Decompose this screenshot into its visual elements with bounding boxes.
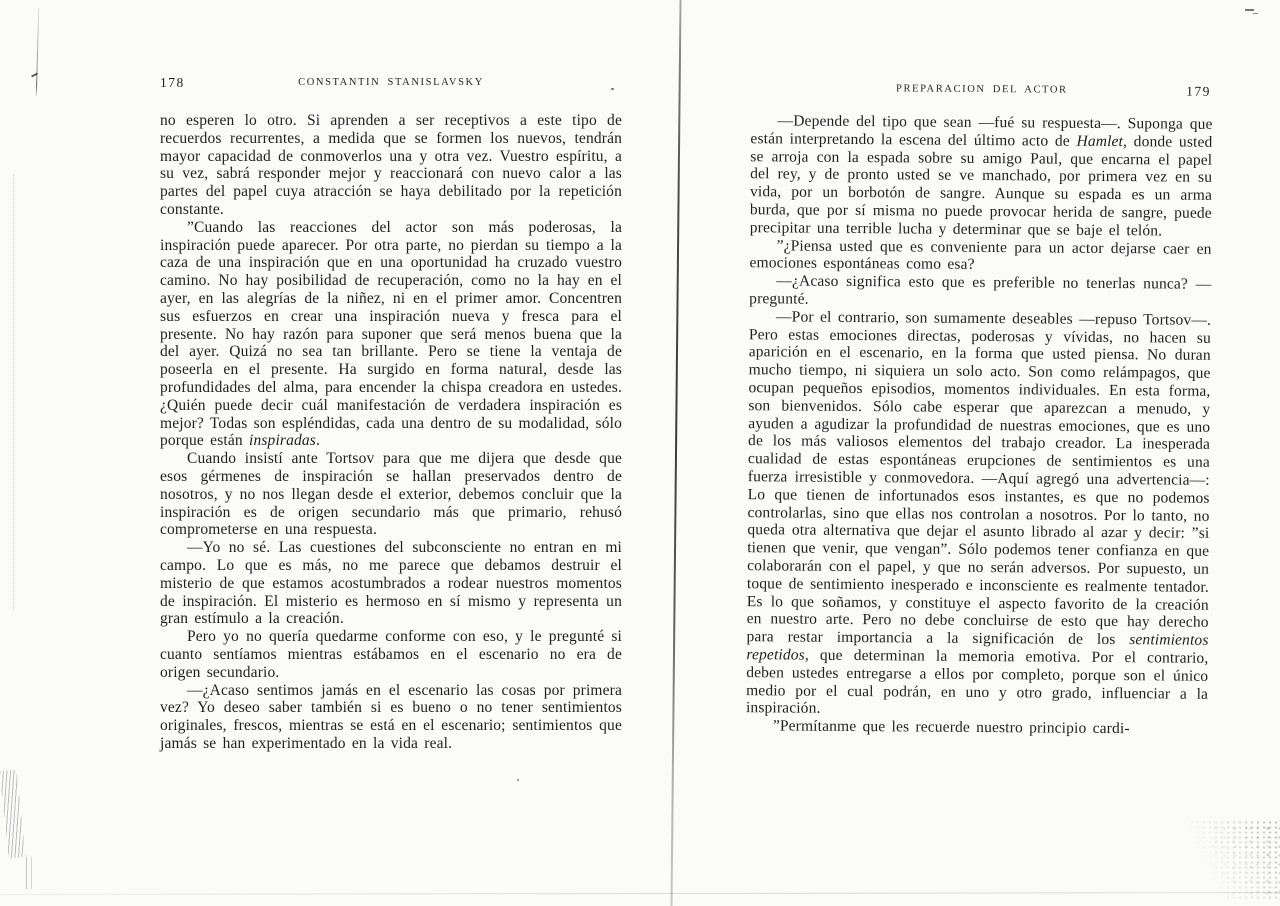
- paragraph: [749, 237, 1211, 276]
- paragraph: [160, 628, 622, 681]
- page-right-text: [746, 112, 1213, 738]
- page-left-text: [160, 112, 622, 753]
- scan-scratch-mark: [36, 8, 39, 96]
- text-run: —Depende del tipo que sean —fué su respuesta—. Suponga que están interpretando la escena del último acto de: [750, 112, 1213, 150]
- text-run: —¿Acaso significa esto que es preferible no tenerlas nunca? —pregunté.: [749, 272, 1212, 308]
- text-run: ”Permítanme que les recuerde nuestro principio cardi-: [772, 717, 1130, 738]
- scan-smudge: [26, 857, 32, 889]
- running-head-title-left: CONSTANTIN STANISLAVSKY: [298, 77, 484, 88]
- scan-smudge: [0, 769, 26, 858]
- text-run: , donde usted se arroja con la espada sobre su amigo Paul, que encarna el papel del rey, y de pronto usted se ve manchado, por primera vez en su vida, por un borbotón de sangre. Aunque su espada es un arma burda, que por sí misma no puede provocar herida de sangre, puede precipitar una terrible lucha y determinar que se baje el telón.: [749, 132, 1213, 240]
- paragraph: [160, 112, 622, 219]
- italic-text: sentimientos repetidos: [746, 631, 1209, 664]
- italic-text: inspiradas: [249, 432, 316, 450]
- text-run: Cuando insistí ante Tortsov para que me dijera que desde que esos gérmenes de inspiración se hallan preservados dentro de nosotros, y no nos llegan desde el exterior, debemos concluir que la inspiración es de origen secundario más que primario, rehusó comprometerse en una respuesta.: [160, 450, 622, 539]
- text-run: no esperen lo otro. Si aprenden a ser receptivos a este tipo de recuerdos recurrentes, a medida que se formen los nuevos, tendrán mayor capacidad de conmoverlos una y otra vez. Vuestro espíritu, a su vez, sabrá responder mejor y reaccionará con nuevo calor a las partes del papel cuya atracción se haya debilitado por la repetición constante.: [160, 112, 622, 218]
- page-number-left: 178: [160, 75, 185, 90]
- page-left: [160, 0, 622, 906]
- italic-text: Hamlet: [1076, 132, 1124, 150]
- running-head-right: [751, 82, 1213, 102]
- text-run: , que determinan la memoria emotiva. Por el contrario, deben ustedes entregarse a ellos por completo, porque son el único medio por el cual podrán, en uno y otro grado, influenciar a la inspiración.: [745, 646, 1209, 718]
- page-right: [744, 0, 1213, 906]
- text-run: .: [315, 432, 320, 450]
- paragraph: [746, 308, 1211, 721]
- running-head-title-right: PREPARACION DEL ACTOR: [895, 83, 1068, 96]
- paragraph: [750, 112, 1213, 240]
- paragraph: [160, 539, 622, 628]
- text-run: ”Cuando las reacciones del actor son más poderosas, la inspiración puede aparecer. Por otra parte, no pierdan su tiempo a la caza de una inspiración que en una oportunidad ha cruzado vuestro camino. No hay posibilidad de recuperación, como no la hay en el ayer, en las alegrías de la niñez, ni en el primer amor. Concentren sus esfuerzos en crear una inspiración nueva y fresca para el presente. No hay razón para suponer que será menos buena que la del ayer. Quizá no sea tan brillante. Pero se tiene la ventaja de poseerla en el presente. Ha surgido en forma natural, desde las profundidades del alma, para encender la chispa creadora en ustedes. ¿Quién puede decir cuál manifestación de verdadera inspiración es mejor? Todas son espléndidas, cada una dentro de su modalidad, sólo porque están: [160, 218, 622, 450]
- scan-speck: [1253, 13, 1258, 14]
- paragraph: [749, 272, 1211, 311]
- scan-speck: [611, 88, 614, 90]
- text-run: —¿Acaso sentimos jamás en el escenario las cosas por primera vez? Yo deseo saber también si es bueno o no tener sentimientos originales, frescos, mientras se está en el escenario; sentimientos que jamás se han experimentado en la vida real.: [160, 681, 622, 752]
- scan-binding-dots: [13, 175, 14, 610]
- text-run: —Por el contrario, son sumamente deseables —repuso Tortsov—. Pero estas emociones directas, poderosas y vívidas, no hacen su aparición en el escenario, en la forma que usted piensa. No duran mucho tiempo, ni siquiera un solo acto. Son como relámpagos, que ocupan pequeños episodios, momentos individuales. En esta forma, son bienvenidos. Sólo cabe esperar que aparezcan a menudo, y ayuden a agudizar la profundidad de nuestras emociones, que es uno de los más valiosos elementos del trabajo creador. La inesperada cualidad de estas espontáneas erupciones de sentimientos es una fuerza irresistible y conmovedora. —Aquí agregó una advertencia—: Lo que tienen de infortunados esos instantes, es que no podemos controlarlas, sino que ellas nos controlan a nosotros. Por lo tanto, no queda otra alternativa que dejar el asunto librado al azar y decir: ”si tienen que venir, que vengan”. Sólo podemos tener confianza en que colaborarán con el papel, y que no serán adversos. Por supuesto, un toque de sentimiento inesperado e inconsciente es realmente tentador. Es lo que soñamos, y constituye el aspecto favorito de la creación en nuestro arte. Pero no debe concluirse de esto que hay derecho para restar importancia a la significación de los: [746, 308, 1212, 649]
- text-run: —Yo no sé. Las cuestiones del subconsciente no entran en mi campo. Lo que es más, no me parece que debamos destruir el misterio de que estamos acostumbrados a rodear nuestros momentos de inspiración. El misterio es hermoso en sí mismo y representa un gran estímulo a la creación.: [160, 539, 622, 628]
- scan-noise-corner: [1183, 820, 1280, 900]
- page-gutter-shadow: [670, 0, 681, 906]
- paragraph: [746, 717, 1208, 738]
- page-number-right: 179: [1186, 83, 1211, 99]
- scan-speck: [517, 779, 519, 781]
- paragraph: [160, 682, 622, 753]
- scan-speck: [1245, 9, 1254, 11]
- running-head-left: [160, 77, 622, 93]
- text-run: Pero yo no quería quedarme conforme con eso, y le pregunté si cuanto sentíamos mientras estábamos en el escenario no era de origen secundario.: [160, 628, 622, 681]
- paragraph: [160, 450, 622, 539]
- paragraph: [160, 219, 622, 450]
- text-run: ”¿Piensa usted que es conveniente para un actor dejarse caer en emociones espontáneas como esa?: [749, 236, 1212, 274]
